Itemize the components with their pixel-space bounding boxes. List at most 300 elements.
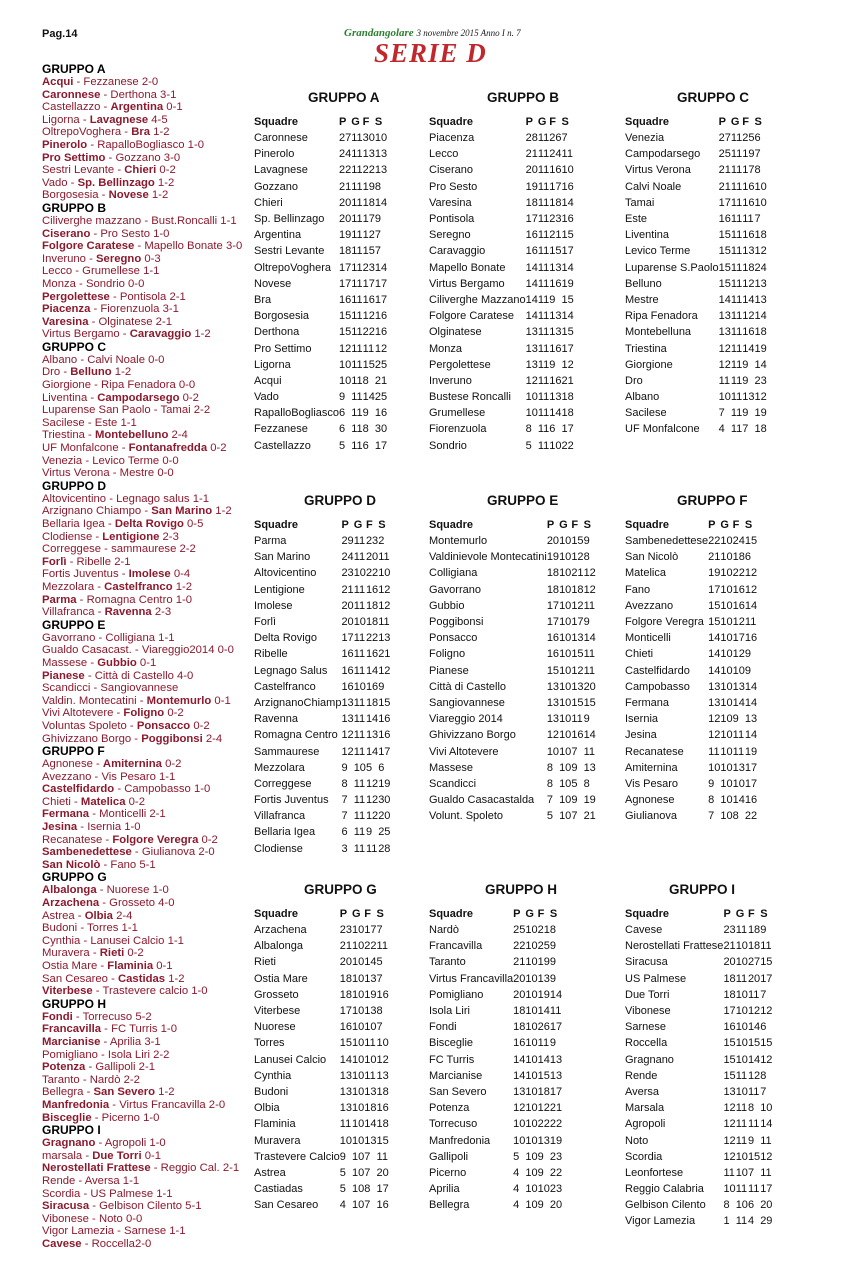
stat-cell: 10: [723, 1183, 736, 1196]
stat-cell: 23: [723, 924, 736, 937]
stat-cell: 14: [732, 696, 745, 709]
stat-cell: 17: [549, 1085, 563, 1098]
table-row: [625, 565, 757, 581]
team-name: Belluno: [625, 277, 662, 290]
match-text: Virtus Bergamo -: [42, 328, 130, 341]
match-result: [42, 240, 252, 253]
team-name: Tamai: [625, 196, 655, 209]
team-name: Muravera: [254, 1134, 301, 1147]
stat-cell: 21: [571, 567, 584, 580]
stat-cell: 11: [732, 745, 745, 758]
team-name: Vivi Altotevere: [429, 745, 499, 758]
stat-cell: 18: [546, 583, 560, 596]
table-row: [625, 533, 757, 549]
table-row: [254, 1149, 389, 1165]
table-row: [429, 614, 596, 630]
stat-cell: 11: [537, 293, 550, 306]
table-row: [429, 598, 596, 614]
match-text: Budoni - Torres 1-1: [42, 922, 138, 935]
table-row: [254, 146, 387, 162]
stat-cell: 16: [561, 180, 574, 193]
match-result: [42, 935, 252, 948]
table-row: [429, 776, 596, 792]
match-text: Liventina -: [42, 391, 98, 404]
stat-cell: 17: [718, 196, 731, 209]
stat-cell: 14: [525, 310, 538, 323]
stat-cell: 14: [754, 358, 767, 371]
team-name: Gallipoli: [429, 1150, 469, 1163]
match-text: Gavorrano - Colligiana 1-1: [42, 631, 175, 644]
stat-cell: 10: [513, 1118, 526, 1131]
match-text: - Fiorenzuola 3-1: [90, 303, 179, 316]
column-header: F: [362, 116, 370, 128]
winner-name: Poggibonsi: [141, 732, 203, 745]
stat-cell: 11: [732, 729, 745, 742]
match-text: Ligorna -: [42, 113, 90, 126]
stat-cell: 10: [735, 956, 748, 969]
stat-cell: 17: [378, 745, 391, 758]
table-row: [254, 324, 387, 340]
stat-cell: 14: [549, 407, 562, 420]
stat-cell: 21: [537, 924, 550, 937]
stat-cell: 12: [378, 599, 391, 612]
stat-cell: 11: [537, 245, 550, 258]
winner-name: Castidas: [117, 972, 166, 985]
stat-cell: 11: [730, 180, 743, 193]
stat-cell: 2: [378, 535, 385, 548]
match-result: [42, 657, 252, 670]
stat-cell: 20: [513, 972, 526, 985]
column-header: P: [513, 908, 521, 920]
stat-cell: 11: [747, 988, 760, 1001]
match-result: [42, 531, 252, 544]
stat-cell: 17: [339, 277, 352, 290]
stat-cell: 21: [723, 940, 736, 953]
match-text: 1-2: [172, 580, 193, 593]
stat-cell: 10: [559, 696, 572, 709]
match-text: Altovicentino - Legnago salus 1-1: [42, 492, 210, 505]
team-name: Marsala: [625, 1102, 665, 1115]
winner-name: Arzachena: [42, 897, 100, 910]
column-header: G: [525, 908, 534, 920]
stat-cell: 26: [537, 1021, 550, 1034]
table-row: [625, 971, 772, 987]
stat-cell: 10: [559, 599, 572, 612]
stat-cell: 10: [525, 1053, 538, 1066]
table-row: [429, 760, 596, 776]
stat-cell: 20: [525, 164, 538, 177]
stat-cell: 12: [341, 729, 354, 742]
stat-cell: 12: [742, 277, 755, 290]
column-header: G: [352, 908, 361, 920]
match-result: [42, 644, 252, 657]
stat-cell: 13: [754, 293, 767, 306]
winner-name: Foligno: [123, 707, 165, 720]
match-result: [42, 265, 252, 278]
team-name: Campobasso: [625, 680, 690, 693]
stat-cell: 18: [561, 407, 574, 420]
stat-cell: 19: [708, 567, 721, 580]
stat-cell: 14: [537, 1053, 550, 1066]
team-name: Varesina: [429, 196, 472, 209]
stat-cell: 20: [747, 972, 761, 985]
table-row: [429, 938, 562, 954]
match-text: Vivi Altotevere -: [42, 707, 124, 720]
stat-cell: 18: [754, 326, 767, 339]
stat-cell: 16: [374, 407, 388, 420]
match-text: - FC Turris 1-0: [101, 1023, 177, 1036]
team-name: Foligno: [429, 648, 466, 661]
table-row: [429, 1068, 562, 1084]
team-name: Viareggio 2014: [429, 713, 503, 726]
results-group-heading: GRUPPO I: [42, 1123, 101, 1138]
stat-cell: 14: [744, 680, 758, 693]
stat-cell: 8: [362, 423, 369, 436]
column-header: P: [723, 908, 731, 920]
stat-cell: 18: [546, 567, 560, 580]
table-row: [429, 211, 574, 227]
winner-name: Rieti: [99, 947, 125, 960]
stat-cell: 11: [351, 358, 363, 371]
stat-cell: 10: [352, 1166, 365, 1179]
winner-name: San Marino: [151, 505, 213, 518]
team-name: Bellaria Igea: [254, 826, 316, 839]
stat-cell: 16: [742, 196, 755, 209]
stat-cell: 23: [362, 261, 375, 274]
stat-cell: 13: [525, 358, 538, 371]
column-header: Squadre: [625, 116, 670, 128]
team-name: Romagna Centro: [254, 729, 338, 742]
match-text: 0-2: [156, 164, 176, 177]
stat-cell: 11: [351, 423, 363, 436]
match-text: - Pontisola 2-1: [109, 290, 186, 303]
match-result: [42, 1061, 252, 1074]
column-header: F: [364, 908, 372, 920]
stat-cell: 15: [723, 1053, 736, 1066]
match-text: - Picerno 1-0: [91, 1111, 160, 1124]
team-name: Due Torri: [625, 988, 670, 1001]
stat-cell: 5: [365, 761, 373, 774]
stat-cell: 11: [730, 407, 743, 420]
team-name: Castelfranco: [254, 680, 316, 693]
stat-cell: 11: [351, 391, 363, 404]
table-row: [625, 373, 767, 389]
winner-name: Folgore Caratese: [42, 240, 135, 253]
table-row: [625, 646, 757, 662]
stat-cell: 18: [754, 423, 767, 436]
winner-name: Nerostellati Frattese: [42, 1162, 151, 1175]
stat-cell: 24: [339, 148, 352, 161]
stat-cell: 10: [339, 1134, 353, 1147]
table-row: [429, 954, 562, 970]
table-row: [625, 549, 757, 565]
stat-cell: 18: [723, 988, 736, 1001]
team-name: Nerostellati Frattese: [625, 940, 724, 953]
match-result: [42, 1150, 252, 1163]
stat-cell: 18: [365, 599, 379, 612]
team-name: Francavilla: [429, 940, 483, 953]
stat-cell: 12: [341, 745, 354, 758]
stat-cell: 19: [364, 988, 377, 1001]
stat-cell: 14: [718, 293, 731, 306]
stat-cell: 13: [723, 1085, 736, 1098]
stat-cell: 16: [561, 213, 574, 226]
stat-cell: 15: [561, 326, 574, 339]
team-name: Monza: [429, 342, 463, 355]
match-text: Dro -: [42, 366, 71, 379]
stat-cell: 11: [730, 342, 743, 355]
team-name: Manfredonia: [429, 1134, 491, 1147]
stat-cell: 17: [571, 616, 584, 629]
stat-cell: 10: [525, 924, 538, 937]
match-text: Rende - Aversa 1-1: [42, 1174, 140, 1187]
table-row: [625, 243, 767, 259]
stat-cell: 20: [760, 1199, 773, 1212]
stat-cell: 12: [744, 567, 758, 580]
stat-cell: 10: [353, 680, 366, 693]
stat-cell: 11: [537, 423, 550, 436]
match-result: [42, 581, 252, 594]
team-name: UF Monfalcone: [625, 423, 700, 436]
stat-cell: 23: [754, 374, 767, 387]
match-text: 0-2: [161, 758, 182, 771]
table-row: [429, 971, 562, 987]
column-header: P: [708, 519, 716, 531]
match-result: [42, 771, 252, 784]
match-result: [42, 89, 252, 102]
stat-cell: 22: [549, 1118, 563, 1131]
team-name: Sammaurese: [254, 745, 320, 758]
stat-cell: 11: [537, 213, 550, 226]
stat-cell: 14: [747, 1021, 761, 1034]
standings-title: GRUPPO D: [304, 493, 377, 508]
team-name: Noto: [625, 1134, 649, 1147]
stat-cell: 14: [365, 664, 379, 677]
stat-cell: 10: [352, 1021, 365, 1034]
team-name: San Severo: [429, 1085, 487, 1098]
stat-cell: 18: [525, 196, 538, 209]
stat-cell: 17: [364, 924, 377, 937]
stat-cell: 10: [735, 940, 748, 953]
match-result: [42, 392, 252, 405]
winner-name: Acqui: [42, 76, 74, 88]
stat-cell: 22: [365, 567, 379, 580]
stat-cell: 19: [744, 745, 758, 758]
stat-cell: 11: [760, 940, 772, 953]
match-result: [42, 834, 252, 847]
table-row: [429, 340, 574, 356]
stat-cell: 13: [339, 1102, 353, 1115]
table-row: [429, 582, 596, 598]
stat-cell: 11: [353, 648, 366, 661]
stat-cell: 11: [730, 229, 743, 242]
winner-name: San Nicolò: [42, 858, 101, 871]
team-name: Bustese Roncalli: [429, 391, 511, 404]
stat-cell: 17: [374, 293, 388, 306]
stat-cell: 12: [525, 374, 538, 387]
match-text: Vibonese - Noto 0-0: [42, 1212, 143, 1225]
stat-cell: 12: [583, 567, 596, 580]
stat-cell: 10: [735, 1053, 748, 1066]
match-text: Borgosesia -: [42, 189, 109, 202]
table-row: [254, 1035, 389, 1051]
match-text: Scordia - US Palmese 1-1: [42, 1187, 173, 1200]
match-text: Bellegra -: [42, 1086, 94, 1099]
table-row: [625, 324, 767, 340]
stat-cell: 11: [353, 599, 366, 612]
stat-cell: 9: [583, 713, 590, 726]
stat-cell: 10: [720, 664, 733, 677]
stat-cell: 16: [546, 648, 560, 661]
match-text: - Gallipoli 2-1: [85, 1061, 156, 1074]
match-text: Chieti -: [42, 795, 81, 808]
table-row: [625, 1068, 772, 1084]
team-name: Montebelluna: [625, 326, 692, 339]
stat-cell: 12: [374, 342, 388, 355]
team-name: Ripa Fenadora: [625, 310, 698, 323]
team-name: Clodiense: [254, 842, 303, 855]
stat-cell: 17: [362, 213, 375, 226]
stat-cell: 4: [513, 1166, 520, 1179]
table-row: [429, 130, 574, 146]
match-result: [42, 720, 252, 733]
stat-cell: 11: [583, 745, 595, 758]
match-text: 0-2: [207, 442, 227, 455]
stat-cell: 18: [513, 1005, 526, 1018]
stat-cell: 17: [339, 1005, 353, 1018]
stat-cell: 13: [362, 148, 375, 161]
stat-cell: 14: [374, 261, 388, 274]
results-group-heading: GRUPPO G: [42, 870, 107, 885]
stat-cell: 7: [374, 229, 382, 242]
team-name: Avezzano: [625, 599, 674, 612]
match-result: [42, 568, 252, 581]
stat-cell: 10: [559, 745, 572, 758]
column-header: F: [742, 116, 749, 128]
match-text: - Virtus Francavilla 2-0: [109, 1098, 226, 1111]
team-name: Dro: [625, 374, 643, 387]
stat-cell: 11: [583, 599, 595, 612]
match-text: Triestina -: [42, 429, 95, 442]
match-text: Clodiense -: [42, 530, 103, 543]
match-result: [42, 758, 252, 771]
stat-cell: 11: [730, 164, 743, 177]
table-row: [429, 357, 574, 373]
stat-cell: 19: [561, 277, 574, 290]
stat-cell: 12: [362, 229, 375, 242]
team-name: Gragnano: [625, 1053, 674, 1066]
stat-cell: 16: [378, 713, 391, 726]
stat-cell: 13: [732, 761, 745, 774]
stat-cell: 10: [546, 745, 560, 758]
match-result: [42, 594, 252, 607]
stat-cell: 14: [339, 1053, 353, 1066]
stat-cell: 13: [374, 148, 388, 161]
stat-cell: 11: [537, 407, 550, 420]
table-row: [254, 1068, 389, 1084]
match-result: [42, 1074, 252, 1087]
masthead-date: 3 novembre 2015 Anno I n. 7: [416, 28, 521, 38]
team-name: Legnago Salus: [254, 664, 328, 677]
stat-cell: 20: [378, 810, 391, 823]
table-row: [254, 711, 390, 727]
team-name: Bra: [254, 293, 272, 306]
stat-cell: 15: [723, 1037, 736, 1050]
stat-cell: 7: [718, 407, 725, 420]
column-header: Squadre: [625, 908, 670, 920]
match-result: [42, 960, 252, 973]
table-row: [254, 373, 387, 389]
stat-cell: 18: [747, 924, 761, 937]
match-text: 1-2: [212, 505, 232, 518]
stat-cell: 9: [742, 358, 749, 371]
stat-cell: 10: [525, 1102, 538, 1115]
winner-name: Fermana: [42, 808, 90, 821]
stat-cell: 14: [513, 1053, 526, 1066]
stat-cell: 18: [365, 696, 379, 709]
match-text: Ostia Mare -: [42, 960, 108, 972]
stat-cell: 6: [754, 132, 761, 145]
stat-cell: 23: [549, 213, 562, 226]
stat-cell: 7: [364, 1199, 371, 1212]
stat-cell: 21: [549, 229, 562, 242]
stat-cell: 10: [735, 1085, 748, 1098]
stat-cell: 11: [537, 1037, 550, 1050]
stat-cell: 16: [376, 1199, 389, 1212]
match-result: [42, 442, 252, 455]
stat-cell: 17: [561, 245, 574, 258]
stat-cell: 16: [365, 648, 379, 661]
stat-cell: 8: [747, 1102, 755, 1115]
stat-cell: 11: [730, 245, 743, 258]
team-name: Caronnese: [254, 132, 308, 145]
stat-cell: 8: [362, 374, 369, 387]
stat-cell: 10: [760, 1102, 773, 1115]
stat-cell: 11: [537, 326, 550, 339]
stat-cell: 15: [339, 1037, 353, 1050]
match-result: [42, 1225, 252, 1238]
team-name: Ponsacco: [429, 632, 478, 645]
stat-cell: 11: [353, 777, 366, 790]
match-result: [42, 556, 252, 569]
match-result: [42, 947, 252, 960]
stat-cell: 13: [339, 1069, 353, 1082]
stat-cell: 12: [546, 729, 560, 742]
match-result: [42, 973, 252, 986]
column-header: S: [549, 908, 558, 920]
match-text: Vigor Lamezia - Sarnese 1-1: [42, 1225, 186, 1238]
stat-cell: 10: [374, 132, 388, 145]
winner-name: Pianese: [42, 669, 85, 682]
stat-cell: 21: [378, 648, 391, 661]
table-row: [625, 792, 757, 808]
team-name: Matelica: [625, 567, 666, 580]
stat-cell: 18: [339, 245, 352, 258]
match-result: [42, 922, 252, 935]
stat-cell: 11: [353, 826, 366, 839]
stat-cell: 15: [376, 1134, 389, 1147]
stat-cell: 30: [378, 794, 391, 807]
column-header: G: [735, 908, 745, 920]
match-text: 0-2: [125, 795, 145, 808]
table-row: [625, 146, 767, 162]
match-result: [42, 796, 252, 809]
column-header: P: [525, 116, 533, 128]
team-name: Chieri: [254, 196, 283, 209]
team-name: Olbia: [254, 1102, 280, 1115]
team-name: Ostia Mare: [254, 972, 308, 985]
team-name: Castelfidardo: [625, 664, 690, 677]
